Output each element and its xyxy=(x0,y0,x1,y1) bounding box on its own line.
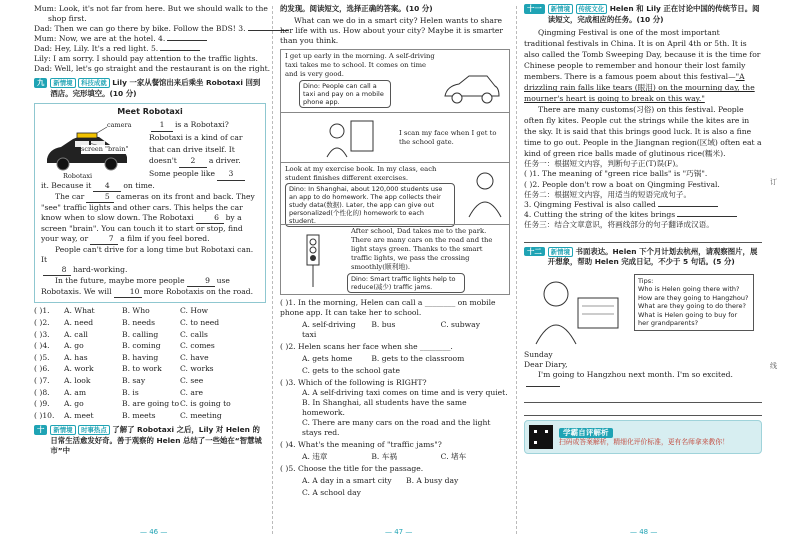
taxi-icon xyxy=(441,72,501,106)
tips-box: Tips: Who is Helen going there with? How are they going to Hangzhou? What are they going to do there? What is Helen going to buy for her grandparents? xyxy=(634,274,754,331)
self-assessment-banner xyxy=(524,420,762,454)
section-instructions: 新情境 书面表达。Helen 下个月计划去杭州，请观察图片，展开想象，帮助 Helen 完成日记，不少于 5 句话。(5 分) xyxy=(547,246,758,267)
choice-c[interactable]: C. A school day xyxy=(302,488,361,498)
blank-4[interactable]: 4 xyxy=(93,181,121,192)
task-3: 任务三：结合文章意识，将画线部分的句子翻译成汉语。 xyxy=(524,219,714,229)
section-number: 十 xyxy=(34,425,47,435)
diary-blank[interactable] xyxy=(526,386,560,387)
diary-greeting: Dear Diary, xyxy=(524,360,568,370)
fill-blank[interactable] xyxy=(677,216,737,217)
option-c[interactable]: C. meeting xyxy=(180,410,222,420)
traffic-light-icon xyxy=(289,231,339,289)
smart-city-comic xyxy=(280,49,510,295)
comic-panel: After school, Dad takes me to the park. There are many cars on the road and the light stays green. Thanks to the smart traffic lights, we pass the crossing smoothly(顺利地). Dino: Smart traffic lights help to reduce(减少) traffic jams. xyxy=(281,224,509,294)
task-1: 任务一：根据短文内容，判断句子正(T)误(F)。 xyxy=(524,159,683,169)
dino-bubble: Dino: Smart traffic lights help to reduce(减少) traffic jams. xyxy=(347,273,465,293)
comic-panel: I scan my face when I get to the school gate. xyxy=(281,112,509,162)
banner-title: 学霸自评解析 xyxy=(559,428,613,438)
section-instructions: 的发现。阅读短文，选择正确的答案。(10 分) xyxy=(280,4,433,13)
blank-9[interactable]: 9 xyxy=(187,276,215,287)
option-row: ( )3. A. call B. calling C. calls xyxy=(34,329,208,339)
option-b[interactable]: B. coming xyxy=(122,341,161,351)
choice-a[interactable]: A. self-driving taxi xyxy=(302,319,356,339)
girl-with-map-icon xyxy=(526,272,626,346)
dialog-line: Lily: I am sorry. I should pay attention to the traffic lights. xyxy=(34,54,258,64)
section-instructions: 新情境 时事热点 了解了 Robotaxi 之后，Lily 对 Helen 的日常生活愈发好奇。善于观察的 Helen 总结了一些她在“智慧城市”中 xyxy=(50,424,262,456)
blank-1[interactable]: 1 xyxy=(151,119,173,132)
option-row: ( )6. A. work B. to work C. works xyxy=(34,364,214,374)
question: ( )2. Helen scans her face when she ________. A. gets home B. gets to the classroom C. gets to the school gate xyxy=(280,342,510,376)
dino-bubble: Dino: In Shanghai, about 120,000 students use an app to do homework. The app collects their study data(数据). Later, the app can give out personalized(个性化的) homework to each student. xyxy=(285,183,455,228)
option-a[interactable]: A. call xyxy=(64,329,88,339)
option-b[interactable]: B. having xyxy=(122,352,159,362)
dialog-line: Dad: Well, let's go straight and the restaurant is on the right. xyxy=(34,64,271,74)
passage-paragraph: People can't drive for a long time but Robotaxi can. It 8 hard-working. xyxy=(41,245,259,276)
passage-paragraph: In the future, maybe more people 9 use Robotaxis. We will 10 more Robotaxis on the road. xyxy=(41,276,259,298)
choice-a[interactable]: A. A day in a smart city xyxy=(302,476,392,486)
cloze-options xyxy=(34,306,266,421)
tf-item[interactable]: ( )1. The meaning of "green rice balls" is "巧锅". xyxy=(524,169,708,179)
blank-2[interactable]: 2 xyxy=(179,155,207,168)
option-row: ( )9. A. go B. are going to C. is going to xyxy=(34,399,231,409)
right-column xyxy=(524,4,762,454)
option-a[interactable]: A. What xyxy=(64,306,95,316)
section-instructions: 新情境 传统文化 Helen 和 Lily 正在讨论中国的传统节日。阅读短文，完成相应的任务。(10 分) xyxy=(547,4,760,24)
option-b[interactable]: B. calling xyxy=(122,329,159,339)
blank-5[interactable] xyxy=(160,50,200,51)
option-a[interactable]: A. has xyxy=(64,352,88,362)
option-row: ( )7. A. look B. say C. see xyxy=(34,375,204,385)
diary-first-line: I'm going to Hangzhou next month. I'm so excited. xyxy=(524,370,762,390)
comic-panel: I get up early in the morning. A self-driving taxi takes me to school. It comes on time and is very good. Dino: People can call a taxi and pay on a mobile phone app. xyxy=(281,50,509,112)
question: ( )3. Which of the following is RIGHT? A. A self-driving taxi comes on time and is very quiet. B. In Shanghai, all students have the same homework. C. There are many cars on the road and the light stays red. xyxy=(280,378,510,438)
passage-paragraph: The car 5 cameras on its front and back. They "see" traffic lights and other cars. This helps the car know when to slow down. The Robotaxi 6 by a screen "brain". You can touch it to start or stop, find your way, or 7 a film if you feel bored. xyxy=(41,192,259,245)
passage-lead: What can we do in a smart city? Helen wants to share her life with us. How about your city? Maybe it is smarter than you think. xyxy=(280,15,504,45)
option-b[interactable]: B. needs xyxy=(122,317,156,327)
task-2: 任务二：根据短文内容，用适当的短语完成句子。 xyxy=(524,189,692,199)
section-number: 十一 xyxy=(524,4,545,14)
passage-title: Meet Robotaxi xyxy=(117,106,183,116)
option-row: ( )10. A. meet B. meets C. meeting xyxy=(34,410,222,420)
comic-panel: Look at my exercise book. In my class, each student finishes different exercises. Dino: In Shanghai, about 120,000 students use an app to do homework. The app collects their study data(数据). Later, the app can give out personalized(个性化的) homework to each student. xyxy=(281,162,509,224)
section-12-header xyxy=(524,247,762,268)
dialog-line: Dad: Hey, Lily. It's a red light. 5. xyxy=(34,44,266,54)
question: ( )4. What's the meaning of "traffic jams"? A. 违章 B. 车祸 C. 堵车 xyxy=(280,440,510,462)
option-b[interactable]: B. is xyxy=(122,387,139,397)
blank-8[interactable]: 8 xyxy=(43,265,71,276)
face-scan-icon xyxy=(321,117,381,159)
option-b[interactable]: B. to work xyxy=(122,364,162,374)
choice-c[interactable]: C. subway xyxy=(440,319,480,329)
blank-10[interactable]: 10 xyxy=(114,287,142,298)
column-divider xyxy=(272,6,273,534)
reading-questions xyxy=(280,298,510,498)
blank-7[interactable]: 7 xyxy=(90,234,118,245)
blank-3[interactable]: 3 xyxy=(217,168,245,181)
answer-line[interactable] xyxy=(524,392,762,403)
option-row: ( )2. A. need B. needs C. to need xyxy=(34,317,220,327)
blank-6[interactable]: 6 xyxy=(196,213,224,224)
option-b[interactable]: B. meets xyxy=(122,410,156,420)
choice-a[interactable]: A. A self-driving taxi comes on time and is very quiet. xyxy=(302,387,508,397)
option-row: ( )8. A. am B. is C. are xyxy=(34,387,204,397)
passage-lines: 1 is a Robotaxi? Robotaxi is a kind of car that can drive itself. It doesn't 2 a driver. Some people like 3 xyxy=(149,119,259,181)
choice-b[interactable]: B. gets to the classroom xyxy=(371,353,465,363)
screen-brain-label: screen "brain" xyxy=(81,145,129,154)
choice-c[interactable]: C. 堵车 xyxy=(440,452,467,461)
option-a[interactable]: A. go xyxy=(64,341,84,351)
column-divider xyxy=(516,6,517,534)
option-c[interactable]: C. have xyxy=(180,352,209,362)
middle-column xyxy=(280,4,510,498)
option-c[interactable]: C. calls xyxy=(180,329,208,339)
option-c[interactable]: C. comes xyxy=(180,341,215,351)
option-a[interactable]: A. am xyxy=(64,387,87,397)
page-number: — 48 — xyxy=(630,528,658,536)
option-a[interactable]: A. go xyxy=(64,399,84,409)
option-c[interactable]: C. are xyxy=(180,387,204,397)
camera-label: camera xyxy=(107,121,132,130)
option-c[interactable]: C. to need xyxy=(180,317,220,327)
fill-blank[interactable] xyxy=(658,206,718,207)
diary-day: Sunday xyxy=(524,350,553,360)
choice-a[interactable]: A. 违章 xyxy=(302,452,328,461)
passage-paragraph: There are many customs(习俗) on this festival. People often fly kites. People cut the strings while the kites are in the sky. It is said that this brings good luck. It is also a fine time to go out. People in the Jiangnan region(区域) often eat a kind of green rice balls made of glutinous rice(糯米). xyxy=(524,105,762,159)
robotaxi-passage-box: Meet Robotaxi camera screen "brain" Robotaxi 1 is a Robotaxi? Robotaxi is a kind of car that can drive itself. It doesn't 2 a driver. Some people like 3 it. Because it 4 on time. The car 5 cameras on its front and back. They "see" traffic lights and other cars. This helps the car know when to slow down. The Robotaxi 6 by a screen "brain". You can touch it to start or stop, find your way, or 7 a film if you feel bored. People can't drive for a long time but Robotaxi can. It 8 hard-working. In the future, maybe more people 9 use Robotaxis. We will 10 more Robotaxis on the road. xyxy=(34,103,266,304)
section-number: 十二 xyxy=(524,247,545,257)
robotaxi-label: Robotaxi xyxy=(63,172,93,181)
choice-b[interactable]: B. A busy day xyxy=(406,476,459,486)
dialog-line: Dad: Then we can go there by bike. Follow the BDS! 3. xyxy=(34,24,266,34)
robotaxi-illustration xyxy=(41,119,149,181)
qr-code-icon[interactable] xyxy=(529,425,553,449)
tf-item[interactable]: ( )2. People don't row a boat on Qingming Festival. xyxy=(524,179,720,189)
choice-c[interactable]: C. gets to the school gate xyxy=(302,365,400,375)
banner-text: 扫码或答案解析，精细化评价标准，更有名师拿来教你！ xyxy=(559,437,729,446)
dialog-line: Mum: Now, we are at the hotel. 4. xyxy=(34,34,266,44)
option-row: ( )1. A. What B. Who C. How xyxy=(34,306,209,316)
question: ( )1. In the morning, Helen can call a ________ on mobile phone app. It can take her to school. A. self-driving taxi B. bus C. subway xyxy=(280,298,510,340)
option-c[interactable]: C. is going to xyxy=(180,399,231,409)
option-a[interactable]: A. meet xyxy=(64,410,94,420)
choice-a[interactable]: A. gets home xyxy=(302,353,353,363)
blank-5[interactable]: 5 xyxy=(86,192,114,203)
choice-b[interactable]: B. In Shanghai, all students have the same homework. xyxy=(302,397,467,417)
page-number: — 47 — xyxy=(385,528,413,536)
option-row: ( )5. A. has B. having C. have xyxy=(34,352,209,362)
binding-mark: 订 xyxy=(770,178,777,186)
option-row: ( )4. A. go B. coming C. comes xyxy=(34,341,215,351)
binding-mark: 线 xyxy=(770,362,777,370)
option-c[interactable]: C. works xyxy=(180,364,214,374)
fill-item: 4. Cutting the string of the kites brings xyxy=(524,210,762,220)
choice-b[interactable]: B. 车祸 xyxy=(371,452,397,461)
option-b[interactable]: B. are going to xyxy=(122,399,180,409)
choice-b[interactable]: B. bus xyxy=(371,319,396,329)
section-instructions: 新情境 科技成就 Lily 一家从餐馆出来后乘坐 Robotaxi 回到酒店。完形填空。(10 分) xyxy=(50,78,261,98)
dialog-line: shop first. xyxy=(48,14,87,24)
choice-c[interactable]: C. There are many cars on the road and the light stays red. xyxy=(302,417,491,437)
dialog-line: Mum: Look, it's not far from here. But we should walk to the xyxy=(34,4,268,13)
answer-line[interactable] xyxy=(524,405,762,416)
passage-paragraph: Qingming Festival is one of the most important traditional festivals in China. It is on April 4th or 5th. It is also called the Tomb Sweeping Day, because it is the time for Chinese people to remember and honour their lost family members. There is a famous poem about this festival—"A drizzling rain falls like tears (眼泪) on the mourning day, the mourner's heart is going to break on this way." xyxy=(524,28,761,104)
option-b[interactable]: B. say xyxy=(122,375,146,385)
option-a[interactable]: A. work xyxy=(64,364,94,374)
underlined-quote: "A drizzling rain falls like tears (眼泪) on the mourning day, the mourner's heart is going to break on this way." xyxy=(524,72,755,104)
section-11-header xyxy=(524,4,762,25)
section-10-header xyxy=(34,425,266,457)
dino-bubble: Dino: People can call a taxi and pay on a mobile phone app. xyxy=(299,80,391,108)
page-number: — 46 — xyxy=(140,528,168,536)
option-a[interactable]: A. look xyxy=(64,375,91,385)
section-9-header xyxy=(34,78,266,99)
student-icon xyxy=(465,169,505,219)
option-b[interactable]: B. Who xyxy=(122,306,150,316)
question: ( )5. Choose the title for the passage. A. A day in a smart city B. A busy day C. A school day xyxy=(280,464,510,498)
option-c[interactable]: C. see xyxy=(180,375,204,385)
option-c[interactable]: C. How xyxy=(180,306,209,316)
fill-item: 3. Qingming Festival is also called xyxy=(524,200,762,210)
writing-prompt-area xyxy=(524,270,762,350)
blank-4[interactable] xyxy=(167,40,207,41)
answer-line[interactable] xyxy=(524,232,762,243)
left-column xyxy=(34,4,271,459)
section-number: 九 xyxy=(34,78,47,88)
option-a[interactable]: A. need xyxy=(64,317,94,327)
